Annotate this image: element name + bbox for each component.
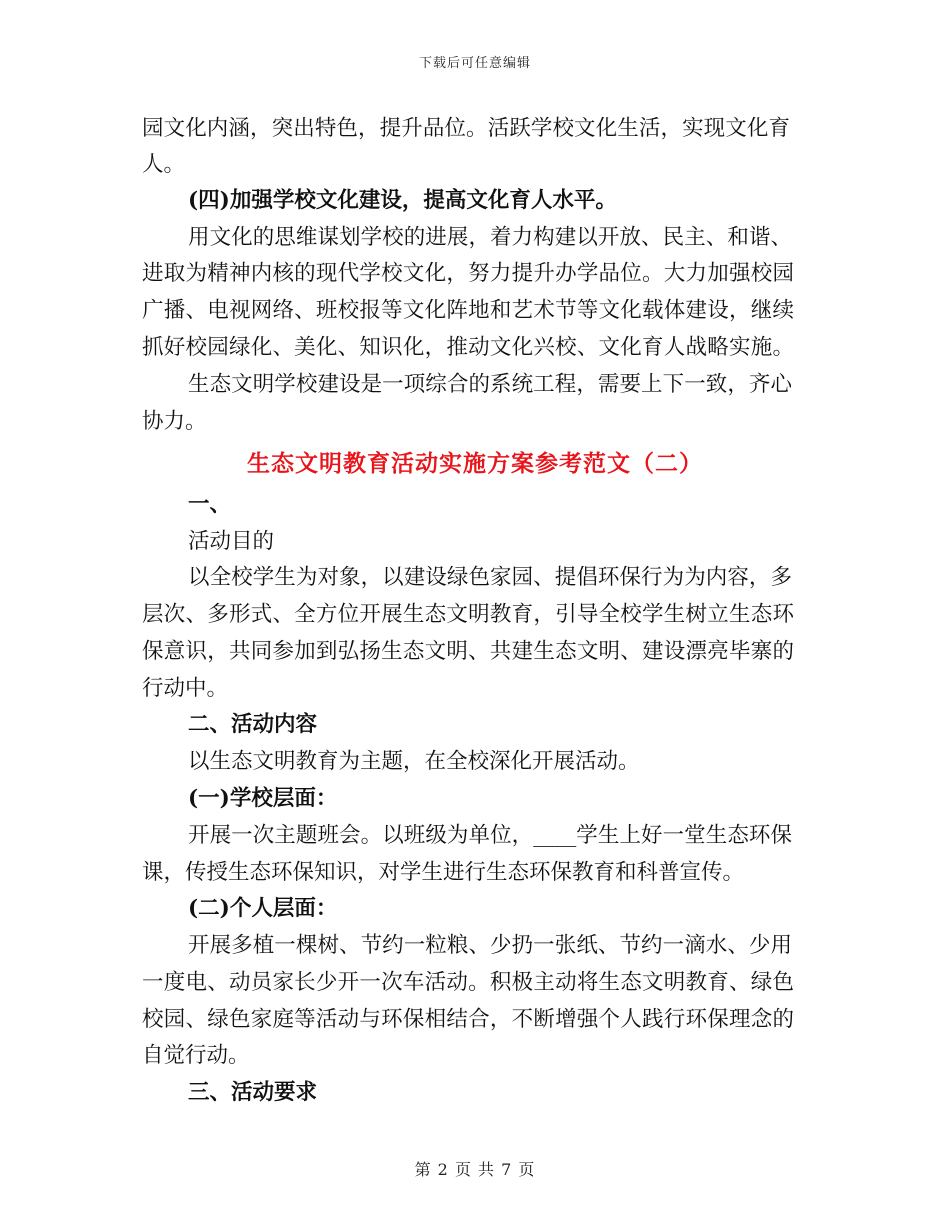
section-heading: 二、活动内容 bbox=[188, 712, 318, 737]
paragraph-line: 园文化内涵，突出特色，提升品位。活跃学校文化生活，实现文化育 bbox=[142, 116, 790, 141]
paragraph-line: 保意识，共同参加到弘扬生态文明、共建生态文明、建设漂亮毕寨的 bbox=[142, 639, 794, 664]
paragraph-line: 以全校学生为对象，以建设绿色家园、提倡环保行为为内容，多 bbox=[188, 565, 792, 590]
paragraph-line: 广播、电视网络、班校报等文化阵地和艺术节等文化载体建设，继续 bbox=[142, 298, 794, 323]
paragraph-line: 人。 bbox=[142, 152, 186, 177]
page-footer: 第 2 页 共 7 页 bbox=[414, 1160, 536, 1179]
paragraph-line: 生态文明学校建设是一项综合的系统工程，需要上下一致，齐心 bbox=[188, 372, 792, 397]
paragraph-line: 自觉行动。 bbox=[142, 1043, 250, 1068]
paragraph-line: 课，传授生态环保知识，对学生进行生态环保教育和科普宣传。 bbox=[142, 860, 745, 885]
subsection-label: 活动目的 bbox=[188, 529, 275, 554]
section-heading: 一、 bbox=[188, 492, 232, 517]
section-heading: (一)学校层面： bbox=[188, 786, 338, 811]
paragraph-line: 以生态文明教育为主题，在全校深化开展活动。 bbox=[188, 749, 640, 774]
section-heading: (二)个人层面： bbox=[188, 896, 338, 921]
document-title: 生态文明教育活动实施方案参考范文（二） bbox=[247, 450, 703, 477]
paragraph-line: 进取为精神内核的现代学校文化，努力提升办学品位。大力加强校园 bbox=[142, 261, 794, 286]
paragraph-line: 开展多植一棵树、节约一粒粮、少扔一张纸、节约一滴水、少用 bbox=[188, 933, 792, 958]
paragraph-line: 一度电、动员家长少开一次车活动。积极主动将生态文明教育、绿色 bbox=[142, 970, 794, 995]
section-heading: (四)加强学校文化建设，提高文化育人水平。 bbox=[188, 188, 617, 213]
paragraph-line: 用文化的思维谋划学校的进展，着力构建以开放、民主、和谐、 bbox=[188, 225, 792, 250]
paragraph-line: 开展一次主题班会。以班级为单位，____学生上好一堂生态环保 bbox=[188, 823, 792, 848]
paragraph-line: 抓好校园绿化、美化、知识化，推动文化兴校、文化育人战略实施。 bbox=[142, 335, 794, 360]
paragraph-line: 校园、绿色家庭等活动与环保相结合，不断增强个人践行环保理念的 bbox=[142, 1007, 794, 1032]
paragraph-line: 协力。 bbox=[142, 409, 207, 434]
section-heading: 三、活动要求 bbox=[188, 1080, 318, 1105]
paragraph-line: 层次、多形式、全方位开展生态文明教育，引导全校学生树立生态环 bbox=[142, 602, 794, 627]
paragraph-line: 行动中。 bbox=[142, 676, 229, 701]
page-header: 下载后可任意编辑 bbox=[418, 56, 531, 71]
